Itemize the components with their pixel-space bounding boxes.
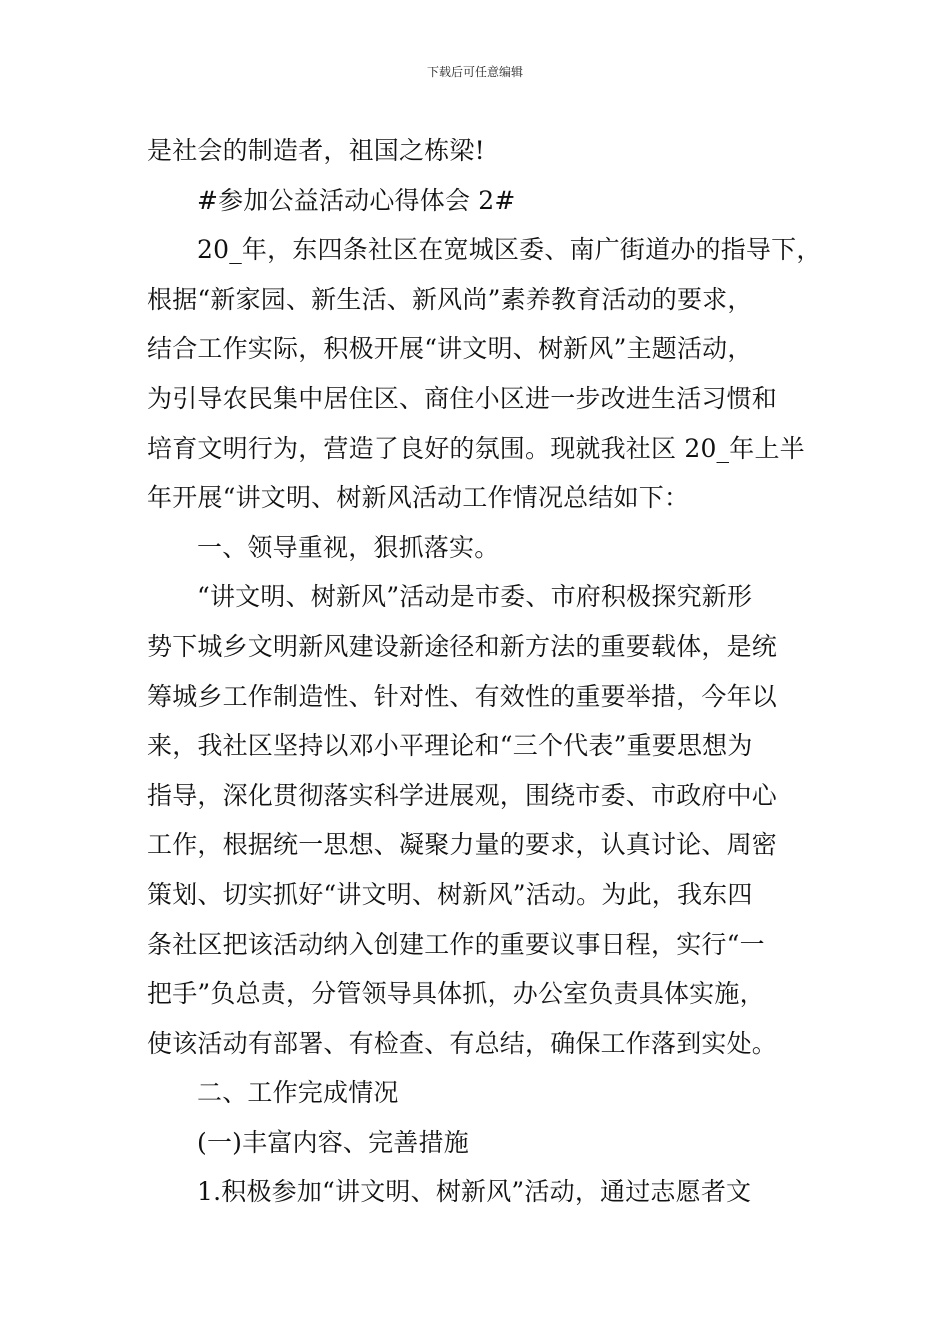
text-line: 使该活动有部署、有检查、有总结，确保工作落到实处。 — [147, 1028, 778, 1058]
text-line: 是社会的制造者，祖国之栋梁! — [147, 136, 485, 165]
subsection-heading: (一)丰富内容、完善措施 — [197, 1127, 469, 1157]
text-line: 20_年，东四条社区在宽城区委、南广街道办的指导下， — [197, 235, 822, 265]
text-line: “讲文明、树新风”活动是市委、市府积极探究新形 — [197, 582, 753, 612]
text-line: 工作，根据统一思想、凝聚力量的要求，认真讨论、周密 — [147, 830, 778, 860]
document-body — [147, 126, 837, 1217]
section-heading: #参加公益活动心得体会 2# — [197, 185, 516, 215]
text-line: 筹城乡工作制造性、针对性、有效性的重要举措，今年以 — [147, 681, 778, 711]
section-heading: 一、领导重视，狠抓落实。 — [197, 532, 500, 562]
section-heading: 二、工作完成情况 — [197, 1078, 399, 1108]
text-line: 年开展“讲文明、树新风活动工作情况总结如下： — [147, 483, 690, 513]
text-line: 结合工作实际，积极开展“讲文明、树新风”主题活动， — [147, 334, 753, 364]
text-line: 来，我社区坚持以邓小平理论和“三个代表”重要思想为 — [147, 731, 753, 761]
text-line: 把手”负总责，分管领导具体抓，办公室负责具体实施， — [147, 979, 765, 1009]
text-line: 策划、切实抓好“讲文明、树新风”活动。为此，我东四 — [147, 879, 753, 909]
text-line: 指导，深化贯彻落实科学进展观，围绕市委、市政府中心 — [147, 780, 778, 810]
text-line: 1.积极参加“讲文明、树新风”活动，通过志愿者文 — [197, 1177, 752, 1207]
text-line: 势下城乡文明新风建设新途径和新方法的重要载体，是统 — [147, 631, 778, 661]
text-line: 根据“新家园、新生活、新风尚”素养教育活动的要求， — [147, 284, 753, 314]
text-line: 为引导农民集中居住区、商住小区进一步改进生活习惯和 — [147, 383, 778, 413]
text-line: 培育文明行为，营造了良好的氛围。现就我社区 20_年上半 — [147, 433, 805, 463]
text-line: 条社区把该活动纳入创建工作的重要议事日程，实行“一 — [147, 929, 765, 959]
page-header: 下载后可任意编辑 — [426, 65, 523, 79]
